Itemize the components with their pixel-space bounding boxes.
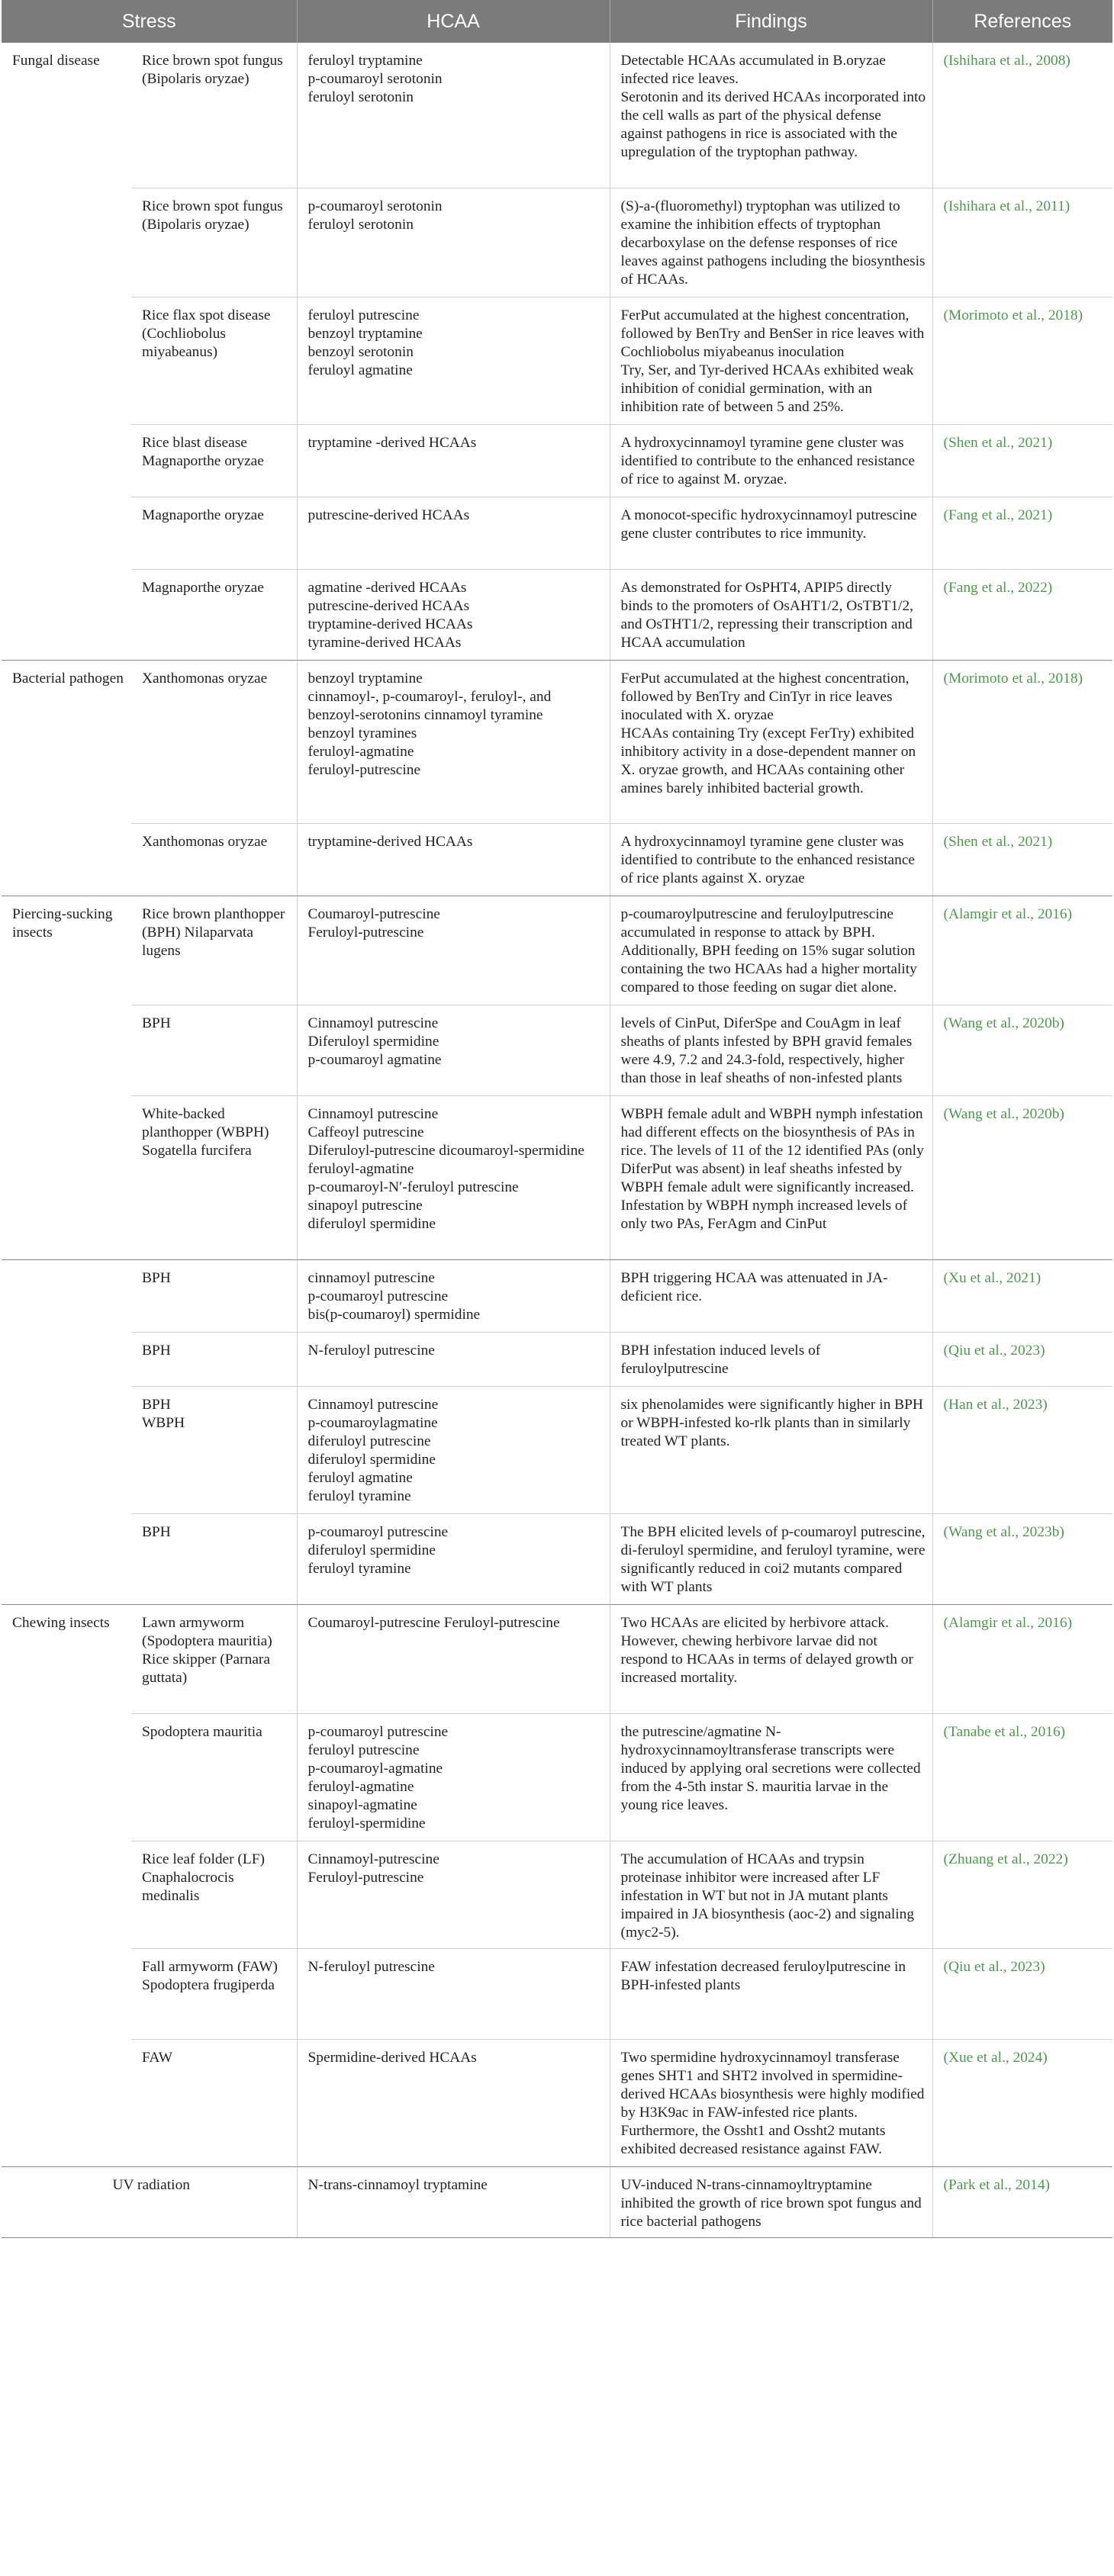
organism-cell: Rice leaf folder (LF) Cnaphalocrocis medinalis — [131, 1841, 297, 1948]
findings-cell: the putrescine/agmatine N-hydroxycinnamoyltransferase transcripts were induced by applying oral secretions were collected from the 4-5th instar S. mauritia larvae in the young rice leaves. — [610, 1713, 932, 1841]
table-row — [2, 424, 1112, 497]
table-row — [2, 1259, 1112, 1332]
findings-cell: (S)-a-(fluoromethyl) tryptophan was utilized to examine the inhibition effects of tryptophan decarboxylase on the defense responses of rice leaves against pathogens including the biosynthesis of HCAAs. — [610, 188, 932, 297]
hcaa-cell: feruloyl tryptamine p-coumaroyl serotonin feruloyl serotonin — [297, 43, 610, 188]
organism-cell: White-backed planthopper (WBPH) Sogatella furcifera — [131, 1095, 297, 1259]
organism-cell: BPH — [131, 1005, 297, 1095]
organism-cell: BPH — [131, 1513, 297, 1604]
reference-link[interactable]: (Morimoto et al., 2018) — [932, 660, 1112, 823]
organism-cell: BPH — [131, 1259, 297, 1332]
reference-link[interactable]: (Wang et al., 2023b) — [932, 1513, 1112, 1604]
reference-link[interactable]: (Shen et al., 2021) — [932, 424, 1112, 497]
findings-cell: WBPH female adult and WBPH nymph infestation had different effects on the biosynthesis of PAs in rice. The levels of 11 of the 12 identified PAs (only DiferPut was absent) in leaf sheaths infested by WBPH female adult were significantly increased. Infestation by WBPH nymph increased levels of only two PAs, FerAgm and CinPut — [610, 1095, 932, 1259]
organism-cell: Xanthomonas oryzae — [131, 823, 297, 896]
hcaa-cell: p-coumaroyl putrescine diferuloyl spermidine feruloyl tyramine — [297, 1513, 610, 1604]
table-header-row — [2, 0, 1112, 43]
table-row — [2, 569, 1112, 660]
hcaa-cell: N-trans-cinnamoyl tryptamine — [297, 2166, 610, 2237]
reference-link[interactable]: (Ishihara et al., 2008) — [932, 43, 1112, 188]
stress-category — [2, 1259, 131, 1604]
table-row — [2, 1948, 1112, 2039]
findings-cell: As demonstrated for OsPHT4, APIP5 directly binds to the promoters of OsAHT1/2, OsTBT1/2, and OsTHT1/2, repressing their transcription and HCAA accumulation — [610, 569, 932, 660]
reference-link[interactable]: (Wang et al., 2020b) — [932, 1095, 1112, 1259]
organism-cell: Magnaporthe oryzae — [131, 569, 297, 660]
findings-cell: p-coumaroylputrescine and feruloylputrescine accumulated in response to attack by BPH. Additionally, BPH feeding on 15% sugar solution containing the two HCAAs had a higher mortality compared to those feeding on sugar diet alone. — [610, 896, 932, 1005]
hcaa-cell: putrescine-derived HCAAs — [297, 497, 610, 569]
findings-cell: levels of CinPut, DiferSpe and CouAgm in leaf sheaths of plants infested by BPH gravid females were 4.9, 7.2 and 24.3-fold, respectively, higher than those in leaf sheaths of non-infested plants — [610, 1005, 932, 1095]
organism-cell: Rice brown spot fungus (Bipolaris oryzae) — [131, 188, 297, 297]
hcaa-cell: Cinnamoyl putrescine p-coumaroylagmatine diferuloyl putrescine diferuloyl spermidine feruloyl agmatine feruloyl tyramine — [297, 1386, 610, 1513]
organism-cell: FAW — [131, 2039, 297, 2166]
header-stress: Stress — [2, 0, 297, 43]
organism-cell: Rice brown planthopper (BPH) Nilaparvata lugens — [131, 896, 297, 1005]
organism-cell: Xanthomonas oryzae — [131, 660, 297, 823]
findings-cell: FerPut accumulated at the highest concentration, followed by BenTry and BenSer in rice leaves with Cochliobolus miyabeanus inoculation Try, Ser, and Tyr-derived HCAAs exhibited weak inhibition of conidial germination, with an inhibition rate of between 5 and 25%. — [610, 297, 932, 424]
table-row — [2, 2166, 1112, 2237]
findings-cell: The BPH elicited levels of p-coumaroyl putrescine, di-feruloyl spermidine, and feruloyl tyramine, were significantly reduced in coi2 mutants compared with WT plants — [610, 1513, 932, 1604]
table-row — [2, 1604, 1112, 1713]
findings-cell: BPH infestation induced levels of feruloylputrescine — [610, 1332, 932, 1386]
hcaa-cell: N-feruloyl putrescine — [297, 1332, 610, 1386]
table-row — [2, 1713, 1112, 1841]
table-row — [2, 188, 1112, 297]
organism-cell: Magnaporthe oryzae — [131, 497, 297, 569]
header-hcaa: HCAA — [297, 0, 610, 43]
reference-link[interactable]: (Xue et al., 2024) — [932, 2039, 1112, 2166]
hcaa-cell: cinnamoyl putrescine p-coumaroyl putrescine bis(p-coumaroyl) spermidine — [297, 1259, 610, 1332]
table-row — [2, 896, 1112, 1005]
table-row — [2, 1386, 1112, 1513]
findings-cell: UV-induced N-trans-cinnamoyltryptamine inhibited the growth of rice brown spot fungus and rice bacterial pathogens — [610, 2166, 932, 2237]
hcaa-cell: Coumaroyl-putrescine Feruloyl-putrescine — [297, 1604, 610, 1713]
reference-link[interactable]: (Han et al., 2023) — [932, 1386, 1112, 1513]
hcaa-cell: p-coumaroyl serotonin feruloyl serotonin — [297, 188, 610, 297]
hcaa-cell: N-feruloyl putrescine — [297, 1948, 610, 2039]
header-references: References — [932, 0, 1112, 43]
reference-link[interactable]: (Ishihara et al., 2011) — [932, 188, 1112, 297]
hcaa-cell: Cinnamoyl-putrescine Feruloyl-putrescine — [297, 1841, 610, 1948]
organism-cell: BPH — [131, 1332, 297, 1386]
hcaa-cell: feruloyl putrescine benzoyl tryptamine benzoyl serotonin feruloyl agmatine — [297, 297, 610, 424]
table-row — [2, 297, 1112, 424]
organism-cell: Rice blast disease Magnaporthe oryzae — [131, 424, 297, 497]
findings-cell: Two HCAAs are elicited by herbivore attack. However, chewing herbivore larvae did not respond to HCAAs in terms of delayed growth or increased mortality. — [610, 1604, 932, 1713]
hcaa-cell: tryptamine-derived HCAAs — [297, 823, 610, 896]
reference-link[interactable]: (Fang et al., 2021) — [932, 497, 1112, 569]
table-row — [2, 1841, 1112, 1948]
findings-cell: Detectable HCAAs accumulated in B.oryzae infected rice leaves. Serotonin and its derived HCAAs incorporated into the cell walls as part of the physical defense against pathogens in rice is associated with the upregulation of the tryptophan pathway. — [610, 43, 932, 188]
findings-cell: The accumulation of HCAAs and trypsin proteinase inhibitor were increased after LF infestation in WT but not in JA mutant plants impaired in JA biosynthesis (aoc-2) and signaling (myc2-5). — [610, 1841, 932, 1948]
table-row — [2, 497, 1112, 569]
reference-link[interactable]: (Alamgir et al., 2016) — [932, 1604, 1112, 1713]
findings-cell: A monocot-specific hydroxycinnamoyl putrescine gene cluster contributes to rice immunity. — [610, 497, 932, 569]
table-row — [2, 43, 1112, 188]
findings-cell: FerPut accumulated at the highest concentration, followed by BenTry and CinTyr in rice leaves inoculated with X. oryzae HCAAs containing Try (except FerTry) exhibited inhibitory activity in a dose-dependent manner on X. oryzae growth, and HCAAs containing other amines barely inhibited bacterial growth. — [610, 660, 932, 823]
reference-link[interactable]: (Fang et al., 2022) — [932, 569, 1112, 660]
stress-category: Chewing insects — [2, 1604, 131, 2166]
stress-category: UV radiation — [2, 2166, 297, 2237]
table-row — [2, 2039, 1112, 2166]
hcaa-cell: p-coumaroyl putrescine feruloyl putrescine p-coumaroyl-agmatine feruloyl-agmatine sinapoyl-agmatine feruloyl-spermidine — [297, 1713, 610, 1841]
table-row — [2, 1095, 1112, 1259]
findings-cell: A hydroxycinnamoyl tyramine gene cluster was identified to contribute to the enhanced resistance of rice to against M. oryzae. — [610, 424, 932, 497]
reference-link[interactable]: (Zhuang et al., 2022) — [932, 1841, 1112, 1948]
hcaa-cell: benzoyl tryptamine cinnamoyl-, p-coumaroyl-, feruloyl-, and benzoyl-serotonins cinnamoyl tyramine benzoyl tyramines feruloyl-agmatine feruloyl-putrescine — [297, 660, 610, 823]
organism-cell: Rice flax spot disease (Cochliobolus miyabeanus) — [131, 297, 297, 424]
reference-link[interactable]: (Qiu et al., 2023) — [932, 1948, 1112, 2039]
table-row — [2, 823, 1112, 896]
findings-cell: FAW infestation decreased feruloylputrescine in BPH-infested plants — [610, 1948, 932, 2039]
hcaa-cell: Spermidine-derived HCAAs — [297, 2039, 610, 2166]
organism-cell: BPH WBPH — [131, 1386, 297, 1513]
findings-cell: six phenolamides were significantly higher in BPH or WBPH-infested ko-rlk plants than in similarly treated WT plants. — [610, 1386, 932, 1513]
hcaa-cell: Cinnamoyl putrescine Diferuloyl spermidine p-coumaroyl agmatine — [297, 1005, 610, 1095]
table-row — [2, 1332, 1112, 1386]
reference-link[interactable]: (Alamgir et al., 2016) — [932, 896, 1112, 1005]
table-row — [2, 1005, 1112, 1095]
hcaa-table — [2, 0, 1112, 2238]
organism-cell: Lawn armyworm (Spodoptera mauritia) Rice skipper (Parnara guttata) — [131, 1604, 297, 1713]
reference-link[interactable]: (Tanabe et al., 2016) — [932, 1713, 1112, 1841]
reference-link[interactable]: (Morimoto et al., 2018) — [932, 297, 1112, 424]
organism-cell: Rice brown spot fungus (Bipolaris oryzae) — [131, 43, 297, 188]
table-row — [2, 660, 1112, 823]
hcaa-cell: Coumaroyl-putrescine Feruloyl-putrescine — [297, 896, 610, 1005]
hcaa-cell: agmatine -derived HCAAs putrescine-derived HCAAs tryptamine-derived HCAAs tyramine-derived HCAAs — [297, 569, 610, 660]
findings-cell: Two spermidine hydroxycinnamoyl transferase genes SHT1 and SHT2 involved in spermidine-derived HCAAs biosynthesis were highly modified by H3K9ac in FAW-infested rice plants. Furthermore, the Ossht1 and Ossht2 mutants exhibited decreased resistance against FAW. — [610, 2039, 932, 2166]
reference-link[interactable]: (Xu et al., 2021) — [932, 1259, 1112, 1332]
findings-cell: A hydroxycinnamoyl tyramine gene cluster was identified to contribute to the enhanced resistance of rice plants against X. oryzae — [610, 823, 932, 896]
hcaa-cell: tryptamine -derived HCAAs — [297, 424, 610, 497]
stress-category: Fungal disease — [2, 43, 131, 660]
stress-category: Bacterial pathogen — [2, 660, 131, 896]
organism-cell: Spodoptera mauritia — [131, 1713, 297, 1841]
findings-cell: BPH triggering HCAA was attenuated in JA-deficient rice. — [610, 1259, 932, 1332]
header-findings: Findings — [610, 0, 932, 43]
reference-link[interactable]: (Qiu et al., 2023) — [932, 1332, 1112, 1386]
reference-link[interactable]: (Park et al., 2014) — [932, 2166, 1112, 2237]
table-row — [2, 1513, 1112, 1604]
reference-link[interactable]: (Shen et al., 2021) — [932, 823, 1112, 896]
stress-category: Piercing-sucking insects — [2, 896, 131, 1259]
reference-link[interactable]: (Wang et al., 2020b) — [932, 1005, 1112, 1095]
organism-cell: Fall armyworm (FAW) Spodoptera frugiperda — [131, 1948, 297, 2039]
hcaa-cell: Cinnamoyl putrescine Caffeoyl putrescine Diferuloyl-putrescine dicoumaroyl-spermidine feruloyl-agmatine p-coumaroyl-N′-feruloyl putrescine sinapoyl putrescine diferuloyl spermidine — [297, 1095, 610, 1259]
